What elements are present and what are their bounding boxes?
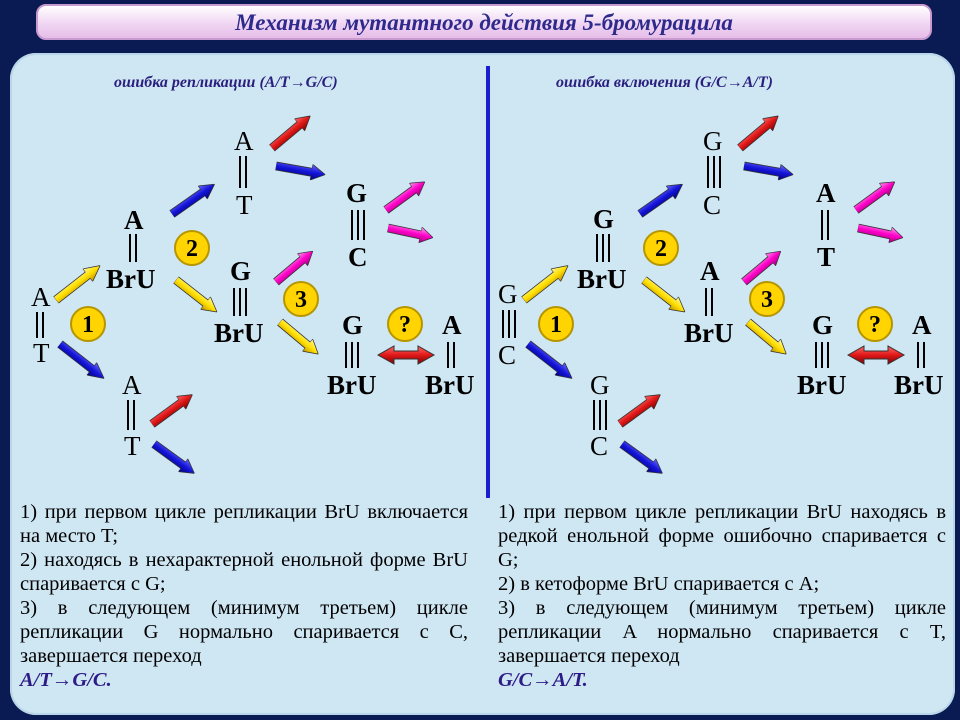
blue-arrow xyxy=(167,178,219,221)
magenta-arrow xyxy=(851,175,899,216)
left-step-2-text: 2) находясь в нехарактерной енольной форме BrU спаривается с G; xyxy=(20,549,468,595)
left-step-3-text: 3) в следующем (минимум третьем) цикле репликации G нормально спаривается с C, завершается переход xyxy=(20,597,468,667)
right-step-2-text: 2) в кетоформе BrU спаривается с A; xyxy=(498,573,820,595)
right-step-3-text: 3) в следующем (минимум третьем) цикле репликации A нормально спаривается с T, завершается переход xyxy=(498,597,946,667)
left-explanation xyxy=(20,500,468,692)
blue-arrow xyxy=(275,158,327,182)
base-label: A xyxy=(31,282,51,312)
blue-arrow xyxy=(523,338,577,385)
step-circle-1: 1 xyxy=(70,306,106,342)
double-arrow-left xyxy=(378,346,434,364)
step-circle-2: 2 xyxy=(174,230,210,266)
blue-arrow xyxy=(743,158,795,182)
base-label: A xyxy=(124,205,144,235)
red-arrow xyxy=(735,110,784,154)
base-label: BrU xyxy=(425,370,475,400)
slide-title: Механизм мутантного действия 5-бромурацила xyxy=(36,4,932,40)
magenta-arrow xyxy=(856,220,904,245)
base-label: BrU xyxy=(684,318,734,348)
magenta-arrow xyxy=(739,245,786,288)
base-label: A xyxy=(442,310,462,340)
base-label: C xyxy=(348,242,368,272)
base-label: BrU xyxy=(894,370,944,400)
red-arrow xyxy=(267,110,316,154)
blue-arrow xyxy=(617,438,667,480)
magenta-arrow xyxy=(271,245,318,288)
arrows-left xyxy=(51,110,435,480)
right-subtitle: ошибка включения (G/C→A/T) xyxy=(556,74,773,91)
base-label: BrU xyxy=(797,370,847,400)
blue-arrow xyxy=(635,178,687,221)
magenta-arrow xyxy=(381,175,429,216)
base-label: BrU xyxy=(577,264,627,294)
double-arrow-right xyxy=(848,346,904,364)
hydrogen-bonds-right xyxy=(503,156,924,430)
yellow-arrow xyxy=(743,316,792,360)
base-label: A xyxy=(912,310,932,340)
left-result-text: A/T→G/C. xyxy=(20,669,112,691)
red-arrow xyxy=(615,388,665,430)
base-label: C xyxy=(498,340,517,370)
base-label: T xyxy=(33,338,50,368)
right-result-text: G/C→A/T. xyxy=(498,669,588,691)
base-label: G xyxy=(590,370,610,400)
yellow-arrow xyxy=(51,259,105,306)
left-subtitle: ошибка репликации (A/T→G/C) xyxy=(114,74,338,91)
base-label: A xyxy=(700,256,720,286)
step-circle-3: 3 xyxy=(283,281,319,317)
base-label: C xyxy=(590,431,609,461)
yellow-arrow xyxy=(519,259,573,306)
red-arrow xyxy=(147,388,197,430)
base-label: G xyxy=(230,256,252,286)
right-step-1-text: 1) при первом цикле репликации BrU находясь в редкой енольной форме ошибочно спаривается с G; xyxy=(498,501,947,571)
right-explanation xyxy=(498,500,946,692)
base-label: A xyxy=(122,370,142,400)
base-label: G xyxy=(812,310,834,340)
base-label: C xyxy=(703,190,722,220)
base-label: G xyxy=(703,126,723,156)
base-label: T xyxy=(236,190,253,220)
question-circle: ? xyxy=(857,306,893,342)
step-circle-3: 3 xyxy=(749,281,785,317)
yellow-arrow xyxy=(171,274,222,319)
step-circle-2: 2 xyxy=(643,230,679,266)
base-label: A xyxy=(234,126,254,156)
base-label: T xyxy=(817,242,836,272)
yellow-arrow xyxy=(639,274,690,319)
magenta-arrow xyxy=(386,220,434,245)
left-step-1-text: 1) при первом цикле репликации BrU включается на место T; xyxy=(20,501,468,547)
base-label: BrU xyxy=(327,370,377,400)
base-label: G xyxy=(346,178,368,208)
blue-arrow xyxy=(55,338,109,385)
base-label: BrU xyxy=(214,318,264,348)
base-label: A xyxy=(816,178,836,208)
base-label: T xyxy=(124,431,141,461)
yellow-arrow xyxy=(275,316,324,360)
base-label: G xyxy=(498,279,518,309)
step-circle-1: 1 xyxy=(538,306,574,342)
base-label: G xyxy=(593,204,615,234)
base-label: G xyxy=(342,310,364,340)
question-circle: ? xyxy=(387,306,423,342)
base-label: BrU xyxy=(106,264,156,294)
blue-arrow xyxy=(149,438,199,480)
hydrogen-bonds-left xyxy=(37,156,454,430)
